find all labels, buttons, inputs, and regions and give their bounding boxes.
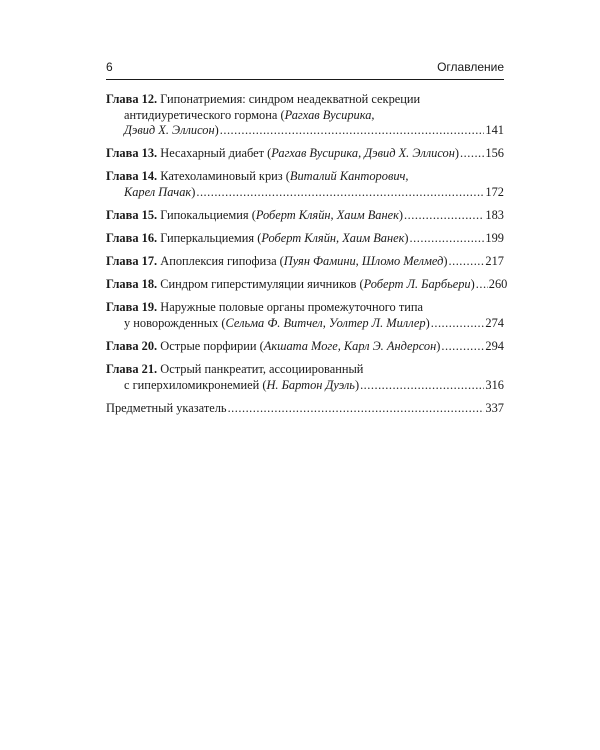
chapter-authors: Акшата Моге, Карл Э. Андерсон bbox=[263, 339, 437, 354]
dot-leader bbox=[476, 277, 488, 293]
chapter-authors: Роберт Л. Барбьери bbox=[363, 277, 471, 292]
page-ref: 316 bbox=[485, 377, 504, 392]
toc-entry-chapter-19[interactable]: Глава 19. Наружные половые органы промежуточного типа у новорожденных ( Сельма Ф. Витчел, Уолтер Л. Миллер ) ..... 274 bbox=[106, 300, 504, 331]
page-ref: 274 bbox=[485, 316, 504, 331]
page-ref: 217 bbox=[485, 254, 504, 269]
toc-entry-chapter-15[interactable]: Глава 15. Гипокальциемия ( Роберт Кляйн, Хаим Ванек ) ..... 183 bbox=[106, 208, 504, 224]
chapter-title-cont: с гиперхиломикронемией ( bbox=[124, 377, 267, 392]
dot-leader bbox=[449, 254, 485, 270]
dot-leader bbox=[228, 401, 485, 417]
page-ref: 172 bbox=[485, 184, 504, 199]
dot-leader bbox=[220, 123, 485, 139]
page-ref: 337 bbox=[485, 400, 504, 415]
chapter-label: Глава 15. bbox=[106, 208, 158, 223]
page-ref: 141 bbox=[485, 123, 504, 138]
running-head bbox=[106, 60, 504, 78]
dot-leader bbox=[460, 146, 484, 162]
chapter-label: Глава 12. bbox=[106, 92, 158, 106]
index-title: Предметный указатель bbox=[106, 400, 227, 415]
chapter-title: Острый панкреатит, ассоциированный bbox=[160, 362, 364, 377]
dot-leader bbox=[410, 231, 485, 247]
chapter-label: Глава 17. bbox=[106, 254, 158, 269]
page-ref: 199 bbox=[485, 231, 504, 246]
dot-leader bbox=[441, 339, 484, 355]
page-ref: 294 bbox=[485, 339, 504, 354]
chapter-title: Несахарный диабет ( bbox=[160, 146, 272, 161]
chapter-label: Глава 16. bbox=[106, 231, 158, 246]
chapter-label: Глава 21. bbox=[106, 362, 158, 377]
chapter-authors: Пуян Фамини, Шломо Мелмед bbox=[283, 254, 444, 269]
dot-leader bbox=[404, 208, 484, 224]
header-rule bbox=[106, 79, 504, 80]
chapter-title: Гипонатриемия: синдром неадекватной секреции bbox=[160, 92, 421, 106]
chapter-label: Глава 14. bbox=[106, 169, 158, 184]
chapter-authors: Роберт Кляйн, Хаим Ванек bbox=[261, 231, 405, 246]
chapter-authors: Н. Бартон Дуэль bbox=[266, 377, 355, 392]
chapter-label: Глава 18. bbox=[106, 277, 158, 292]
toc-entry-chapter-13[interactable]: Глава 13. Несахарный диабет ( Рагхав Вусирика, Дэвид Х. Эллисон ) ..... 156 bbox=[106, 146, 504, 162]
toc-entry-chapter-12[interactable]: Глава 12. Гипонатриемия: синдром неадекватной секреции антидиуретического гормона ( Рагхав Вусирика, Дэвид Х. Эллисон ) ..... 141 bbox=[106, 92, 504, 139]
table-of-contents bbox=[106, 92, 508, 424]
running-title: Оглавление bbox=[437, 60, 504, 74]
chapter-authors-cont: Дэвид Х. Эллисон bbox=[124, 123, 215, 138]
dot-leader bbox=[196, 185, 484, 201]
chapter-label: Глава 19. bbox=[106, 300, 158, 315]
chapter-label: Глава 13. bbox=[106, 146, 158, 161]
chapter-authors: Рагхав Вусирика, bbox=[284, 107, 375, 122]
toc-entry-chapter-14[interactable]: Глава 14. Катехоламиновый криз ( Виталий Канторович, Карел Пачак ) ..... 172 bbox=[106, 169, 504, 200]
chapter-title: Синдром гиперстимуляции яичников ( bbox=[160, 277, 364, 292]
chapter-authors: Роберт Кляйн, Хаим Ванек bbox=[255, 208, 399, 223]
page-ref: 183 bbox=[485, 208, 504, 223]
page-number: 6 bbox=[106, 60, 113, 74]
chapter-title: Острые порфирии ( bbox=[160, 339, 264, 354]
toc-entry-chapter-20[interactable]: Глава 20. Острые порфирии ( Акшата Моге, Карл Э. Андерсон ) ..... 294 bbox=[106, 339, 504, 355]
dot-leader bbox=[431, 316, 485, 332]
chapter-title: Наружные половые органы промежуточного типа bbox=[160, 300, 424, 315]
toc-entry-chapter-21[interactable]: Глава 21. Острый панкреатит, ассоциированный с гиперхиломикронемией ( Н. Бартон Дуэль ) ..... 316 bbox=[106, 362, 504, 393]
page-ref: 156 bbox=[485, 146, 504, 161]
chapter-title-cont: у новорожденных ( bbox=[124, 316, 226, 331]
chapter-title-cont: антидиуретического гормона ( bbox=[124, 107, 285, 122]
toc-entry-chapter-16[interactable]: Глава 16. Гиперкальциемия ( Роберт Кляйн, Хаим Ванек ) ..... 199 bbox=[106, 231, 504, 247]
chapter-authors: Сельма Ф. Витчел, Уолтер Л. Миллер bbox=[225, 316, 426, 331]
chapter-label: Глава 20. bbox=[106, 339, 158, 354]
chapter-authors: Рагхав Вусирика, Дэвид Х. Эллисон bbox=[271, 146, 455, 161]
chapter-authors-cont: Карел Пачак bbox=[124, 184, 192, 199]
toc-entry-chapter-18[interactable]: Глава 18. Синдром гиперстимуляции яичников ( Роберт Л. Барбьери ) ..... 260 bbox=[106, 277, 504, 293]
chapter-title: Катехоламиновый криз ( bbox=[160, 169, 290, 184]
toc-entry-chapter-17[interactable]: Глава 17. Апоплексия гипофиза ( Пуян Фамини, Шломо Мелмед ) ..... 217 bbox=[106, 254, 504, 270]
chapter-authors: Виталий Канторович, bbox=[289, 169, 409, 184]
chapter-title: Гиперкальциемия ( bbox=[160, 231, 262, 246]
chapter-title: Апоплексия гипофиза ( bbox=[160, 254, 284, 269]
toc-entry-subject-index[interactable] bbox=[106, 401, 504, 417]
page-ref: 260 bbox=[488, 277, 508, 292]
chapter-title: Гипокальциемия ( bbox=[160, 208, 256, 223]
dot-leader bbox=[360, 378, 484, 394]
